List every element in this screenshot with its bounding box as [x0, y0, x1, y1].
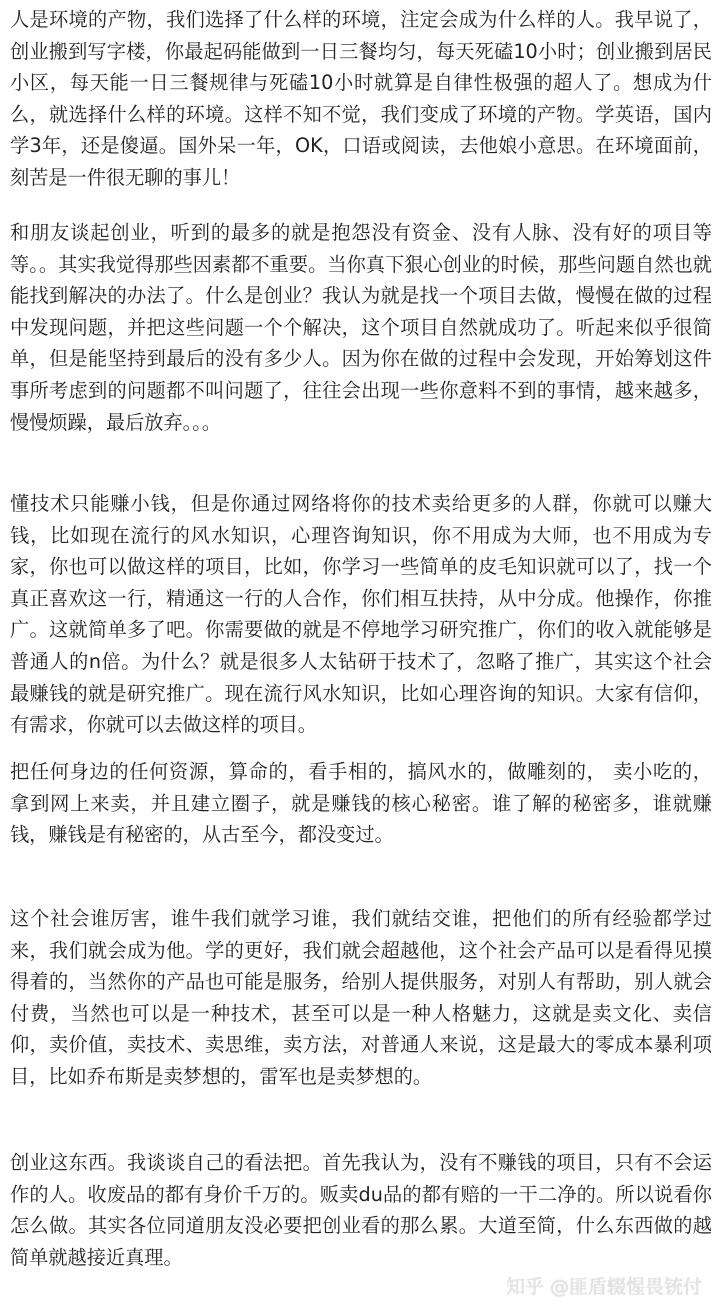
zhihu-watermark: 知乎 @匪盾辍惺畏铳付 [505, 1276, 702, 1298]
paragraph-tech-promotion: 懂技术只能赚小钱，但是你通过网络将你的技术卖给更多的人群，你就可以赚大钱，比如现在流行的风水知识，心理咨询知识，你不用成为大师，也不用成为专家，你也可以做这样的项目，比如，你学习一些简单的皮毛知识就可以了，找一个真正喜欢这一行，精通这一行的人合作，你们相互扶持，从中分成。他操作，你推广。这就简单多了吧。你需要做的就是不停地学习研究推广，你们的收入就能够是普通人的n倍。为什么？就是很多人太钻研于技术了，忽略了推广，其实这个社会最赚钱的就是研究推广。现在流行风水知识，比如心理咨询的知识。大家有信仰，有需求，你就可以去做这样的项目。 [10, 492, 712, 737]
paragraph-resources-secret: 把任何身边的任何资源，算命的，看手相的，搞风水的，做雕刻的， 卖小吃的， 拿到网上来卖，并且建立圈子，就是赚钱的核心秘密。谁了解的秘密多，谁就赚钱，赚钱是有秘密的，从古至今，都没变过。 [10, 760, 712, 847]
paragraph-startup-views: 创业这东西。我谈谈自己的看法把。首先我认为，没有不赚钱的项目，只有不会运作的人。收废品的都有身价千万的。贩卖du品的都有赔的一干二净的。所以说看你怎么做。其实各位同道朋友没必要把创业看的那么累。大道至简，什么东西做的越简单就越接近真理。 [10, 1151, 712, 1269]
paragraph-environment: 人是环境的产物，我们选择了什么样的环境，注定会成为什么样的人。我早说了，创业搬到写字楼，你最起码能做到一日三餐均匀，每天死磕10小时；创业搬到居民小区，每天能一日三餐规律与死磕10小时就算是自律性极强的超人了。想成为什么，就选择什么样的环境。这样不知不觉，我们变成了环境的产物。学英语，国内学3年，还是傻逼。国外呆一年，OK，口语或阅读，去他娘小意思。在环境面前，刻苦是一件很无聊的事儿！ [10, 8, 712, 189]
paragraph-learn-from-best: 这个社会谁厉害，谁牛我们就学习谁，我们就结交谁，把他们的所有经验都学过来，我们就会成为他。学的更好，我们就会超越他，这个社会产品可以是看得见摸得着的，当然你的产品也可能是服务，给别人提供服务，对别人有帮助，别人就会付费，当然也可以是一种技术，甚至可以是一种人格魅力，这就是卖文化、卖信仰，卖价值，卖技术、卖思维，卖方法，对普通人来说，这是最大的零成本暴利项目，比如乔布斯是卖梦想的，雷军也是卖梦想的。 [10, 907, 712, 1088]
paragraph-startup-complaints: 和朋友谈起创业，听到的最多的就是抱怨没有资金、没有人脉、没有好的项目等等。。其实我觉得那些因素都不重要。当你真下狠心创业的时候，那些问题自然也就能找到解决的办法了。什么是创业？我认为就是找一个项目去做，慢慢在做的过程中发现问题，并把这些问题一个个解决，这个项目自然就成功了。听起来似乎很简单，但是能坚持到最后的没有多少人。因为你在做的过程中会发现，开始筹划这件事所考虑到的问题都不叫问题了，往往会出现一些你意料不到的事情，越来越多，慢慢烦躁，最后放弃。。。 [10, 221, 712, 434]
